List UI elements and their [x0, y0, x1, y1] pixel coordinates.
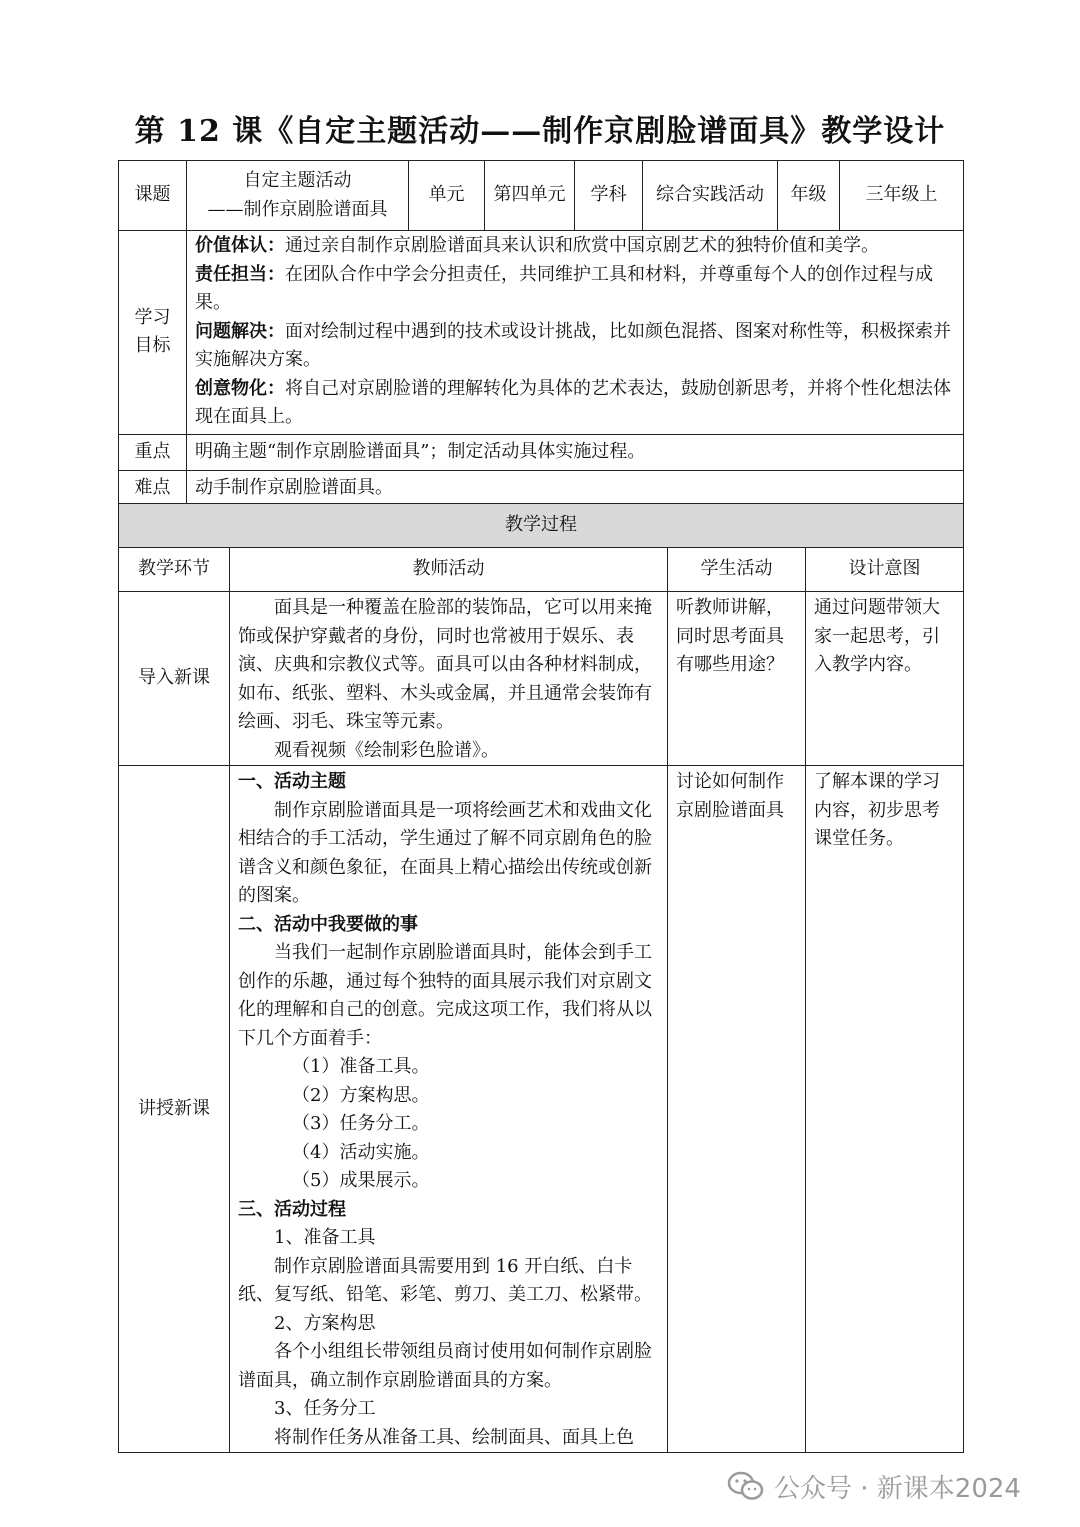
subject-value: 综合实践活动	[643, 161, 778, 231]
wechat-icon	[726, 1470, 766, 1502]
objective-item	[195, 318, 955, 375]
topic-label: 课题	[119, 161, 187, 231]
lecture-design-intent: 了解本课的学习内容，初步思考课堂任务。	[806, 766, 964, 1453]
objective-item	[195, 375, 955, 432]
grade-value: 三年级上	[840, 161, 964, 231]
watermark	[726, 1466, 1021, 1506]
unit-label: 单元	[409, 161, 485, 231]
lecture-heading-2: 二、活动中我要做的事	[238, 913, 418, 935]
objective-item	[195, 261, 955, 318]
lecture-student-activity: 讨论如何制作京剧脸谱面具	[668, 766, 806, 1453]
difficulty-label: 难点	[119, 470, 187, 507]
section-title: 教学过程	[119, 504, 964, 548]
objectives-label	[119, 231, 187, 435]
unit-value: 第四单元	[485, 161, 575, 231]
lecture-heading-1: 一、活动主题	[238, 771, 346, 792]
objective-head: 价值体认：	[195, 235, 285, 256]
grade-label: 年级	[778, 161, 840, 231]
objective-item	[195, 232, 955, 261]
lecture-step: （1）准备工具。	[292, 1056, 430, 1077]
intro-teacher-activity	[230, 592, 668, 766]
intro-student-activity: 听教师讲解，同时思考面具有哪些用途？	[668, 592, 806, 766]
key-point-label: 重点	[119, 434, 187, 470]
step3-text: 将制作任务从准备工具、绘制面具、面具上色	[274, 1426, 634, 1448]
lecture-step: （3）任务分工。	[292, 1113, 430, 1134]
document-title: 第 12 课《自定主题活动——制作京剧脸谱面具》教学设计	[134, 114, 946, 149]
difficulty-text: 动手制作京剧脸谱面具。	[187, 470, 964, 507]
topic-line2: ——制作京剧脸谱面具	[207, 198, 388, 220]
objectives-label-line1: 学习	[134, 306, 171, 328]
lecture-para-2: 当我们一起制作京剧脸谱面具时，能体会到手工创作的乐趣，通过每个独特的面具展示我们对京剧文化的理解和自己的创意。完成这项工作，我们将从以下几个方面着手：	[238, 942, 652, 1049]
lesson-info-table	[118, 160, 964, 508]
step1-title: 1、准备工具	[274, 1227, 376, 1248]
teaching-process-table	[118, 503, 964, 1453]
step1-text: 制作京剧脸谱面具需要用到 16 开白纸、白卡纸、复写纸、铅笔、彩笔、剪刀、美工刀、松紧带。	[238, 1255, 652, 1305]
objective-head: 创意物化：	[195, 377, 285, 399]
lecture-heading-3: 三、活动过程	[238, 1198, 346, 1220]
lecture-step: （4）活动实施。	[292, 1141, 430, 1163]
header-intent: 设计意图	[806, 548, 964, 592]
subject-label: 学科	[575, 161, 643, 231]
objective-head: 问题解决：	[195, 320, 285, 342]
step3-title: 3、任务分工	[274, 1398, 376, 1419]
lecture-step: （5）成果展示。	[292, 1170, 430, 1191]
lecture-step: （2）方案构思。	[292, 1084, 430, 1106]
objective-text: 通过亲自制作京剧脸谱面具来认识和欣赏中国京剧艺术的独特价值和美学。	[285, 235, 879, 256]
watermark-text: 公众号 · 新课本2024	[774, 1473, 1021, 1504]
objectives-content	[187, 231, 964, 435]
lecture-teacher-activity	[230, 766, 668, 1453]
step2-title: 2、方案构思	[274, 1312, 376, 1334]
header-student: 学生活动	[668, 548, 806, 592]
intro-teacher-p1: 面具是一种覆盖在脸部的装饰品，它可以用来掩饰或保护穿戴者的身份，同时也常被用于娱乐、表演、庆典和宗教仪式等。面具可以由各种材料制成，如布、纸张、塑料、木头或金属，并且通常会装饰有绘画、羽毛、珠宝等元素。	[238, 597, 652, 732]
intro-design-intent: 通过问题带领大家一起思考，引入教学内容。	[806, 592, 964, 766]
intro-teacher-p2: 观看视频《绘制彩色脸谱》。	[274, 739, 499, 761]
topic-value	[187, 161, 409, 231]
stage-lecture: 讲授新课	[119, 766, 230, 1453]
step2-text: 各个小组组长带领组员商讨使用如何制作京剧脸谱面具，确立制作京剧脸谱面具的方案。	[238, 1341, 652, 1391]
objective-head: 责任担当：	[195, 263, 285, 285]
objectives-label-line2: 目标	[134, 335, 171, 357]
header-teacher: 教师活动	[230, 548, 668, 592]
lecture-para-1: 制作京剧脸谱面具是一项将绘画艺术和戏曲文化相结合的手工活动，学生通过了解不同京剧角色的脸谱含义和颜色象征，在面具上精心描绘出传统或创新的图案。	[238, 799, 652, 906]
objective-text: 面对绘制过程中遇到的技术或设计挑战，比如颜色混搭、图案对称性等，积极探索并实施解决方案。	[195, 320, 951, 370]
topic-line1: 自定主题活动	[243, 170, 352, 191]
objective-text: 在团队合作中学会分担责任，共同维护工具和材料，并尊重每个人的创作过程与成果。	[195, 263, 933, 313]
stage-intro: 导入新课	[119, 592, 230, 766]
header-stage: 教学环节	[119, 548, 230, 592]
objective-text: 将自己对京剧脸谱的理解转化为具体的艺术表达，鼓励创新思考，并将个性化想法体现在面具上。	[195, 377, 951, 427]
key-point-text: 明确主题“制作京剧脸谱面具”；制定活动具体实施过程。	[187, 434, 964, 470]
